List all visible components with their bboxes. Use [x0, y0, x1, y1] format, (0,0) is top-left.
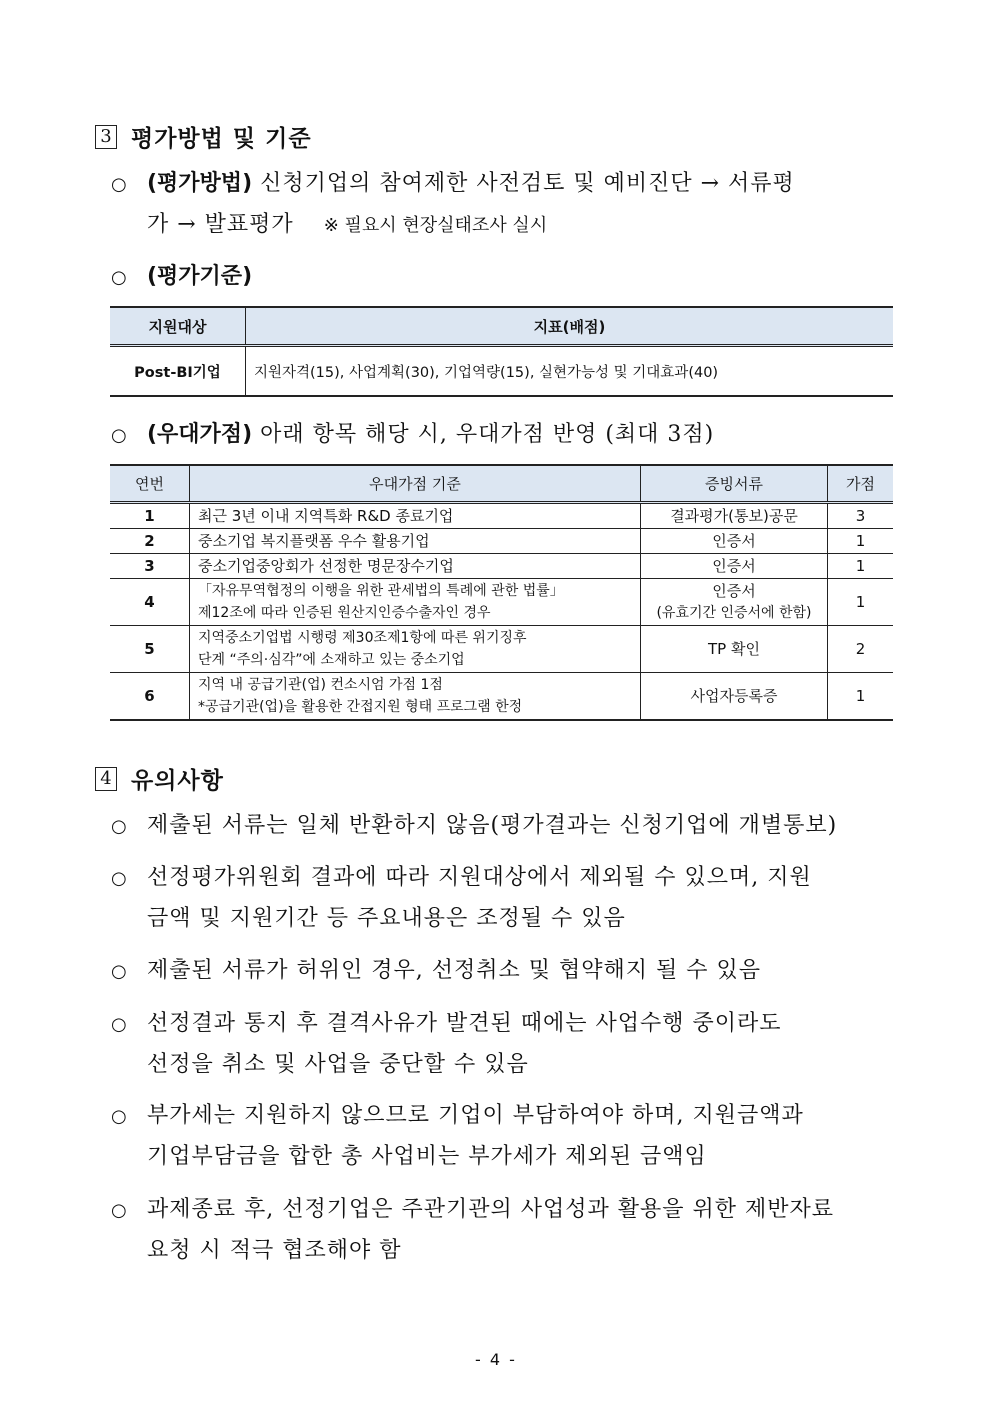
- criteria-cell: [190, 626, 641, 673]
- paragraph-line: [111, 1190, 896, 1231]
- criteria-cell: [190, 673, 641, 721]
- item-text: 부가세는 지원하지 않으므로 기업이 부담하여야 하며, 지원금액과: [147, 1103, 804, 1128]
- item-text: 신청기업의 참여제한 사전검토 및 예비진단 → 서류평: [252, 171, 795, 196]
- table-row: [110, 579, 893, 626]
- paragraph-line: [111, 806, 896, 847]
- document-line: 인증서: [712, 557, 756, 575]
- document-cell: [641, 529, 828, 554]
- points-cell: 1: [828, 673, 894, 721]
- item-text: 선정평가위원회 결과에 따라 지원대상에서 제외될 수 있으며, 지원: [147, 865, 812, 890]
- points-cell: 2: [828, 626, 894, 673]
- bullet-icon: ○: [111, 174, 128, 195]
- paragraph-line: [111, 858, 896, 899]
- row-number: 1: [110, 503, 190, 529]
- document-cell: [641, 503, 828, 529]
- points-cell: 3: [828, 503, 894, 529]
- bullet-icon: ○: [111, 1014, 128, 1035]
- bullet-icon: ○: [111, 1200, 128, 1221]
- notice-item: [111, 1004, 896, 1085]
- section-number-box: 4: [95, 767, 117, 791]
- bonus-points-paragraph: [111, 415, 896, 456]
- document-line: (유효기간 인증서에 한함): [656, 605, 812, 621]
- document-cell: [641, 673, 828, 721]
- criteria-cell: [190, 503, 641, 529]
- document-line: 결과평가(통보)공문: [670, 507, 798, 525]
- item-text: 과제종료 후, 선정기업은 주관기관의 사업성과 활용을 위한 제반자료: [147, 1197, 835, 1222]
- criteria-line: 「자유무역협정의 이행을 위한 관세법의 특례에 관한 법률」: [198, 583, 564, 599]
- bullet-icon: ○: [111, 425, 128, 446]
- item-label: (평가기준): [147, 264, 253, 289]
- section-title: 유의사항: [131, 768, 224, 794]
- paragraph-line: 기업부담금을 합한 총 사업비는 부가세가 제외된 금액임: [147, 1144, 707, 1169]
- row-number: 3: [110, 554, 190, 579]
- table-cell: 지원자격(15), 사업계획(30), 기업역량(15), 실현가능성 및 기대효과(40): [246, 346, 894, 397]
- table-header-row: [110, 307, 893, 346]
- paragraph-line: [111, 1004, 896, 1045]
- table-row: [110, 346, 893, 397]
- column-header: 증빙서류: [641, 465, 828, 503]
- column-header: 지원대상: [110, 307, 246, 346]
- bullet-icon: ○: [111, 267, 128, 288]
- document-line: 인증서: [712, 532, 756, 550]
- notice-item: [111, 1096, 896, 1177]
- document-line: 인증서: [712, 582, 756, 600]
- document-cell: [641, 579, 828, 626]
- document-line: 사업자등록증: [690, 687, 778, 705]
- item-text: 제출된 서류는 일체 반환하지 않음(평가결과는 신청기업에 개별통보): [147, 813, 838, 838]
- paragraph-line: [111, 205, 896, 246]
- bonus-points-table: [110, 464, 893, 721]
- paragraph-line: [111, 1096, 896, 1137]
- criteria-cell: [190, 554, 641, 579]
- criteria-line: 중소기업 복지플랫폼 우수 활용기업: [198, 532, 430, 550]
- table-row: [110, 503, 893, 529]
- bullet-icon: ○: [111, 816, 128, 837]
- evaluation-criteria-paragraph: [111, 257, 896, 298]
- section-3-heading: [95, 120, 312, 153]
- paragraph-line: 요청 시 적극 협조해야 함: [147, 1238, 402, 1263]
- section-title: 평가방법 및 기준: [131, 126, 312, 152]
- criteria-cell: [190, 529, 641, 554]
- criteria-line: 단계 “주의·심각”에 소재하고 있는 중소기업: [198, 652, 465, 668]
- document-cell: [641, 626, 828, 673]
- notice-item: [111, 951, 896, 992]
- table-header-row: [110, 465, 893, 503]
- table-row: [110, 554, 893, 579]
- points-cell: 1: [828, 529, 894, 554]
- criteria-line: *공급기관(업)을 활용한 간접지원 형태 프로그램 한정: [198, 699, 523, 715]
- criteria-cell: [190, 579, 641, 626]
- document-cell: [641, 554, 828, 579]
- criteria-line: 지역 내 공급기관(업) 컨소시엄 가점 1점: [198, 677, 443, 693]
- item-text: 아래 항목 해당 시, 우대가점 반영 (최대 3점): [252, 422, 715, 447]
- note-text: ※ 필요시 현장실태조사 실시: [323, 215, 548, 236]
- notice-item: [111, 806, 896, 847]
- bullet-icon: ○: [111, 961, 128, 982]
- item-text: 가 → 발표평가: [147, 212, 294, 237]
- criteria-line: 제12조에 따라 인증된 원산지인증수출자인 경우: [198, 605, 491, 621]
- criteria-line: 지역중소기업법 시행령 제30조제1항에 따른 위기징후: [198, 630, 527, 646]
- row-number: 4: [110, 579, 190, 626]
- evaluation-criteria-table: [110, 306, 893, 397]
- column-header: 가점: [828, 465, 894, 503]
- document-line: TP 확인: [708, 640, 760, 658]
- item-text: 선정결과 통지 후 결격사유가 발견된 때에는 사업수행 중이라도: [147, 1011, 782, 1036]
- item-label: (우대가점): [147, 422, 253, 447]
- paragraph-line: 선정을 취소 및 사업을 중단할 수 있음: [147, 1052, 529, 1077]
- paragraph-line: [111, 951, 896, 992]
- row-number: 6: [110, 673, 190, 721]
- page-number: - 4 -: [475, 1350, 517, 1369]
- section-number-box: 3: [95, 125, 117, 149]
- paragraph-line: 금액 및 지원기간 등 주요내용은 조정될 수 있음: [147, 906, 626, 931]
- bullet-icon: ○: [111, 1106, 128, 1127]
- item-text: 제출된 서류가 허위인 경우, 선정취소 및 협약해지 될 수 있음: [147, 958, 761, 983]
- column-header: 지표(배점): [246, 307, 894, 346]
- points-cell: 1: [828, 579, 894, 626]
- table-row: [110, 529, 893, 554]
- evaluation-method-paragraph: [111, 164, 896, 246]
- notice-item: [111, 858, 896, 939]
- table-cell: Post-BI기업: [110, 346, 246, 397]
- criteria-line: 최근 3년 이내 지역특화 R&D 종료기업: [198, 507, 454, 525]
- column-header: 우대가점 기준: [190, 465, 641, 503]
- item-label: (평가방법): [147, 171, 253, 196]
- paragraph-line: [111, 164, 896, 205]
- table-row: [110, 673, 893, 721]
- section-4-heading: [95, 762, 224, 795]
- table-row: [110, 626, 893, 673]
- criteria-line: 중소기업중앙회가 선정한 명문장수기업: [198, 557, 454, 575]
- points-cell: 1: [828, 554, 894, 579]
- bullet-icon: ○: [111, 868, 128, 889]
- row-number: 5: [110, 626, 190, 673]
- notice-item: [111, 1190, 896, 1271]
- column-header: 연번: [110, 465, 190, 503]
- row-number: 2: [110, 529, 190, 554]
